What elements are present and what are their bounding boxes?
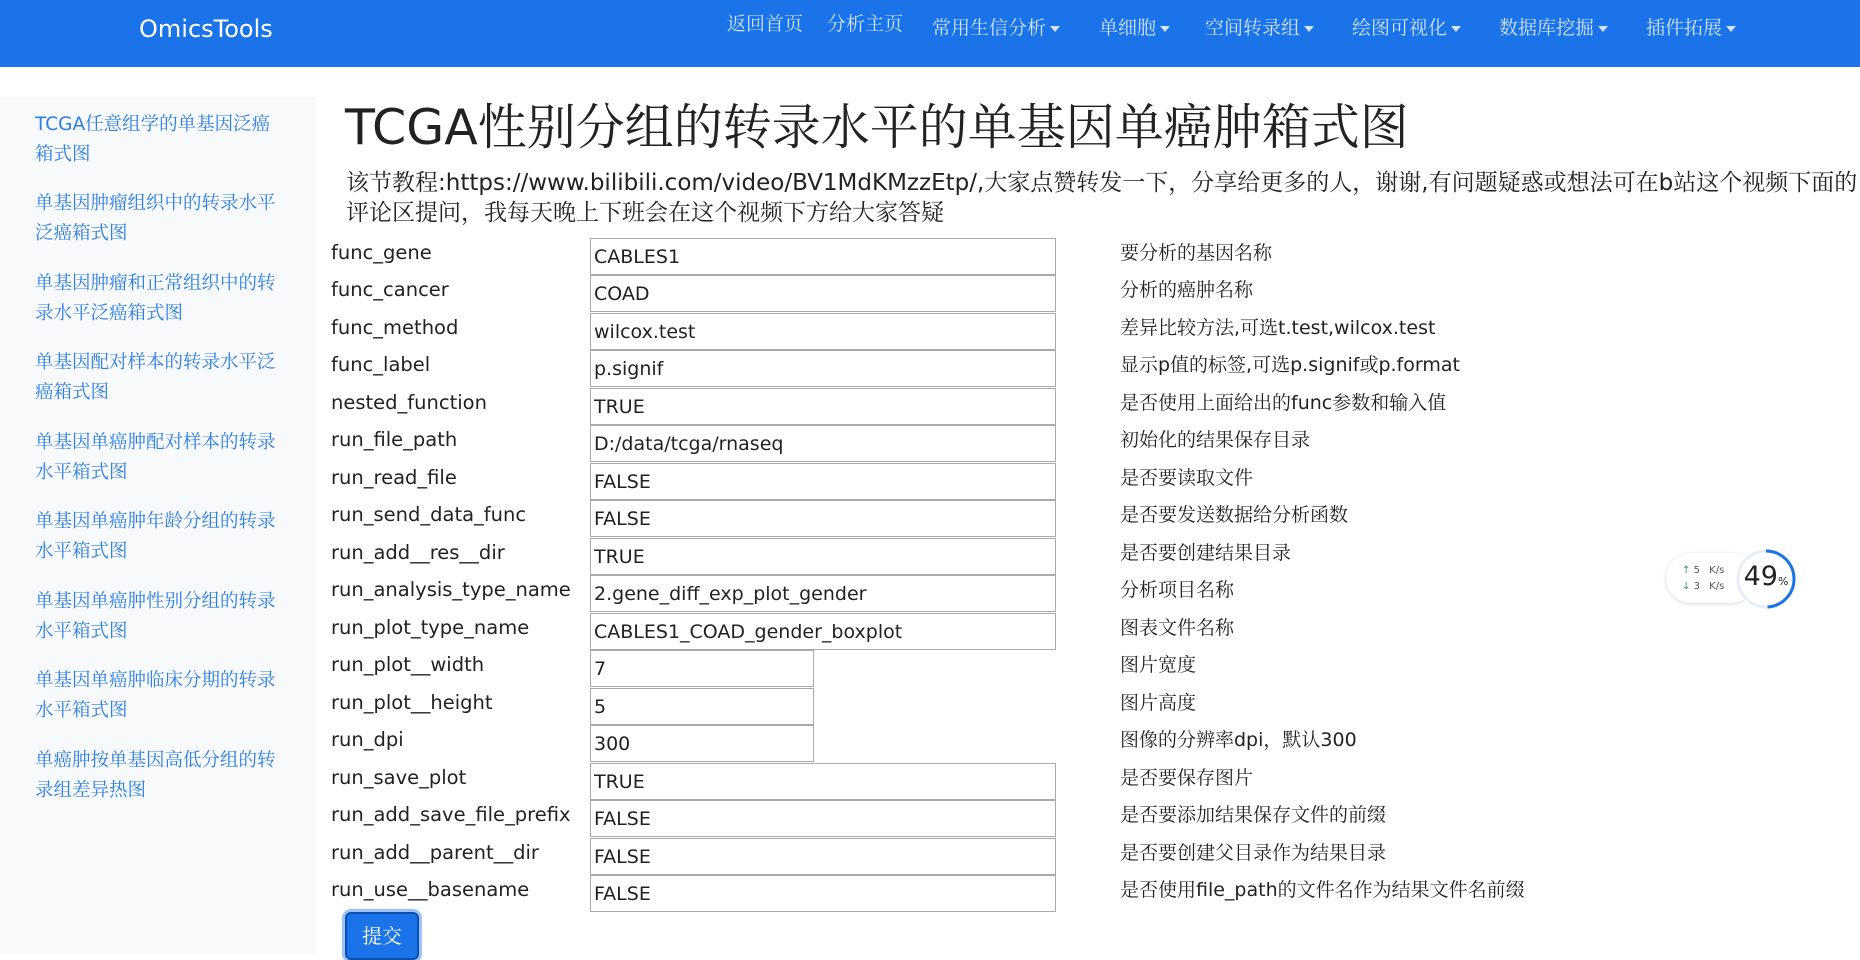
param-input-func-cancer[interactable] — [590, 275, 1056, 312]
sidebar-item-age-group[interactable]: 单基因单癌肿年龄分组的转录水平箱式图 — [35, 511, 276, 562]
arrow-down-icon: ↓ — [1682, 581, 1691, 592]
param-label: func_label — [331, 353, 431, 376]
nav-visualization-dropdown[interactable] — [1352, 14, 1461, 42]
param-label: run_read_file — [331, 466, 457, 489]
param-input-run-send-data-func[interactable] — [590, 500, 1056, 537]
param-description: 是否要读取文件 — [1120, 467, 1254, 489]
param-input-func-label[interactable] — [590, 350, 1056, 387]
sidebar-item-tcga-any-omics[interactable]: TCGA任意组学的单基因泛癌箱式图 — [35, 114, 271, 165]
param-label: run_send_data_func — [331, 503, 527, 526]
param-input-func-gene[interactable] — [590, 238, 1056, 275]
submit-button[interactable]: 提交 — [345, 912, 419, 960]
caret-down-icon — [1050, 26, 1060, 32]
param-input-run-plot-height[interactable] — [590, 688, 814, 725]
param-description: 显示p值的标签,可选p.signif或p.format — [1120, 354, 1460, 376]
param-label: run_plot__width — [331, 653, 485, 676]
param-label: run_file_path — [331, 428, 458, 451]
caret-down-icon — [1598, 26, 1608, 32]
caret-down-icon — [1304, 26, 1314, 32]
nav-bioinfo-dropdown[interactable] — [932, 14, 1060, 42]
param-label: run_save_plot — [331, 766, 467, 789]
param-description: 图像的分辨率dpi，默认300 — [1120, 729, 1357, 751]
param-label: run_analysis_type_name — [331, 578, 571, 601]
download-speed — [1682, 581, 1724, 593]
nav-single-cell-label: 单细胞 — [1099, 17, 1157, 39]
param-input-run-analysis-type-name[interactable] — [590, 575, 1056, 612]
arrow-up-icon: ↑ — [1682, 565, 1691, 576]
param-description: 差异比较方法,可选t.test,wilcox.test — [1120, 317, 1436, 339]
param-label: run_add_save_file_prefix — [331, 803, 571, 826]
param-label: run_dpi — [331, 728, 404, 751]
param-description: 分析的癌肿名称 — [1120, 279, 1254, 301]
param-input-run-file-path[interactable] — [590, 425, 1056, 462]
param-input-func-method[interactable] — [590, 313, 1056, 350]
param-input-nested-function[interactable] — [590, 388, 1056, 425]
download-speed-value: 3 — [1693, 581, 1700, 592]
param-label: run_use__basename — [331, 878, 530, 901]
param-input-run-dpi[interactable] — [590, 725, 814, 762]
nav-visualization-label: 绘图可视化 — [1352, 17, 1448, 39]
param-description: 图表文件名称 — [1120, 617, 1235, 639]
param-input-run-add-res-dir[interactable] — [590, 538, 1056, 575]
download-speed-unit: K/s — [1709, 581, 1725, 592]
nav-home[interactable] — [727, 10, 803, 38]
param-description: 图片高度 — [1120, 692, 1197, 714]
sidebar-item-diff-heatmap[interactable]: 单癌肿按单基因高低分组的转录组差异热图 — [35, 750, 276, 801]
param-description: 是否要创建父目录作为结果目录 — [1120, 842, 1387, 864]
nav-plugins-dropdown[interactable] — [1646, 14, 1736, 42]
nav-analysis-home-label: 分析主页 — [827, 13, 904, 35]
sidebar-item-clinical-stage[interactable]: 单基因单癌肿临床分期的转录水平箱式图 — [35, 670, 276, 721]
param-input-run-read-file[interactable] — [590, 463, 1056, 500]
top-navbar — [0, 0, 1860, 67]
sidebar-item-gender-group[interactable]: 单基因单癌肿性别分组的转录水平箱式图 — [35, 591, 276, 642]
brand-logo[interactable]: OmicsTools — [139, 15, 273, 43]
param-description: 是否使用上面给出的func参数和输入值 — [1120, 392, 1447, 414]
param-label: nested_function — [331, 391, 487, 414]
param-description: 图片宽度 — [1120, 654, 1197, 676]
param-input-run-plot-type-name[interactable] — [590, 613, 1056, 650]
caret-down-icon — [1451, 26, 1461, 32]
param-description: 要分析的基因名称 — [1120, 242, 1273, 264]
caret-down-icon — [1726, 26, 1736, 32]
upload-speed-value: 5 — [1693, 565, 1700, 576]
nav-single-cell-dropdown[interactable] — [1099, 14, 1170, 42]
param-label: run_add__parent__dir — [331, 841, 539, 864]
nav-bioinfo-label: 常用生信分析 — [932, 17, 1047, 39]
nav-spatial-label: 空间转录组 — [1205, 17, 1301, 39]
param-input-run-add-parent-dir[interactable] — [590, 838, 1056, 875]
sidebar — [0, 97, 316, 954]
upload-speed-unit: K/s — [1709, 565, 1725, 576]
param-input-run-use-basename[interactable] — [590, 875, 1056, 912]
network-speed-widget[interactable] — [1666, 547, 1799, 609]
tutorial-description: 该节教程:https://www.bilibili.com/video/BV1MdKMzzEtp/,大家点赞转发一下，分享给更多的人，谢谢,有问题疑惑或想法可在b站这个视频下面的评论区提问，我每天晚上下班会在这个视频下方给大家答疑 — [346, 170, 1858, 226]
sidebar-item-single-cancer-paired[interactable]: 单基因单癌肿配对样本的转录水平箱式图 — [35, 432, 276, 483]
param-description: 初始化的结果保存目录 — [1120, 429, 1311, 451]
param-label: func_method — [331, 316, 459, 339]
nav-database-label: 数据库挖掘 — [1499, 17, 1595, 39]
usage-percent-symbol: % — [1777, 575, 1789, 588]
nav-spatial-dropdown[interactable] — [1205, 14, 1314, 42]
param-label: run_plot__height — [331, 691, 493, 714]
nav-home-label: 返回首页 — [727, 13, 804, 35]
param-label: run_add__res__dir — [331, 541, 505, 564]
caret-down-icon — [1160, 26, 1170, 32]
param-description: 是否要创建结果目录 — [1120, 542, 1292, 564]
param-description: 分析项目名称 — [1120, 579, 1235, 601]
nav-database-dropdown[interactable] — [1499, 14, 1608, 42]
sidebar-item-tumor-tissue[interactable]: 单基因肿瘤组织中的转录水平泛癌箱式图 — [35, 193, 276, 244]
usage-percent-value: 49 — [1743, 561, 1778, 592]
nav-analysis-home[interactable] — [827, 10, 903, 38]
param-description: 是否要发送数据给分析函数 — [1120, 504, 1349, 526]
param-input-run-add-save-file-prefix[interactable] — [590, 800, 1056, 837]
param-description: 是否要添加结果保存文件的前缀 — [1120, 804, 1387, 826]
param-label: func_gene — [331, 241, 432, 264]
param-input-run-plot-width[interactable] — [590, 650, 814, 687]
param-label: run_plot_type_name — [331, 616, 530, 639]
sidebar-item-tumor-normal[interactable]: 单基因肿瘤和正常组织中的转录水平泛癌箱式图 — [35, 273, 276, 324]
param-input-run-save-plot[interactable] — [590, 763, 1056, 800]
param-description: 是否要保存图片 — [1120, 767, 1254, 789]
upload-speed — [1682, 565, 1724, 577]
usage-percent — [1742, 561, 1790, 598]
sidebar-item-paired-samples[interactable]: 单基因配对样本的转录水平泛癌箱式图 — [35, 352, 276, 403]
param-description: 是否使用file_path的文件名作为结果文件名前缀 — [1120, 879, 1525, 901]
page-title: TCGA性别分组的转录水平的单基因单癌肿箱式图 — [345, 99, 1409, 156]
nav-plugins-label: 插件拓展 — [1646, 17, 1723, 39]
param-label: func_cancer — [331, 278, 449, 301]
